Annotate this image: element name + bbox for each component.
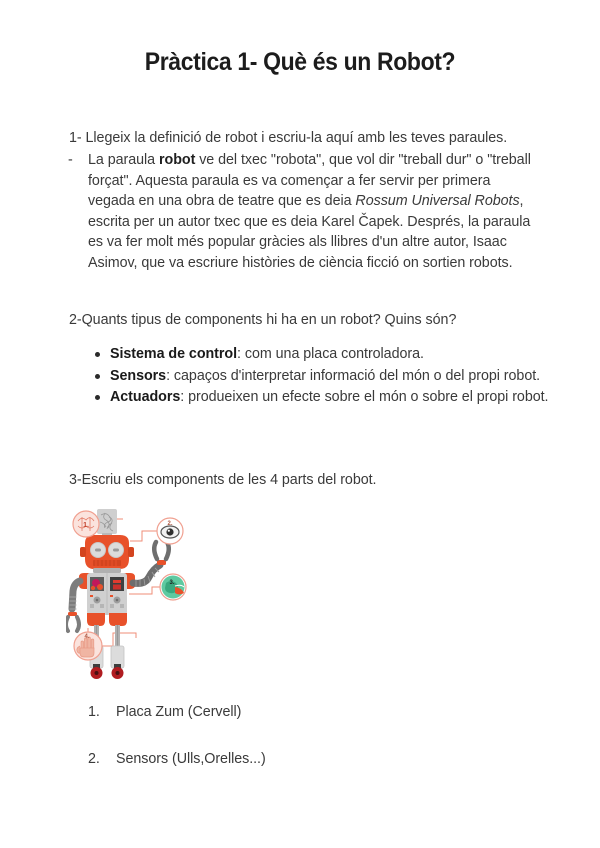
question-1-prompt: 1- Llegeix la definició de robot i escriu-la aquí amb les teves paraules. [69, 130, 508, 146]
svg-text:3.: 3. [169, 580, 175, 586]
answer-bold-word: robot [159, 152, 196, 168]
list-item [110, 387, 565, 408]
robot-left-arm [66, 581, 80, 631]
svg-text:2.: 2. [167, 521, 173, 527]
component-term: Actuadors [110, 389, 181, 406]
component-list [88, 344, 565, 409]
component-description: : produeixen un efecte sobre el món o sobre el propi robot. [180, 389, 549, 406]
list-item [88, 702, 488, 722]
robot-head-brain-block [97, 509, 117, 534]
component-description: : com una placa controladora. [237, 346, 424, 362]
callout-3-actuator [160, 574, 186, 600]
callout-4-hand [74, 632, 102, 660]
callout-1-brain [73, 511, 99, 537]
answer-part-1: La paraula [88, 152, 159, 168]
robot-diagram [66, 505, 231, 685]
question-2-prompt: 2-Quants tipus de components hi ha en un robot? Quins són? [69, 312, 457, 328]
answer-italic-title: Rossum Universal Robots [355, 193, 520, 210]
dash-bullet-marker: - [68, 152, 73, 168]
question-3-prompt: 3-Escriu els components de les 4 parts del robot. [69, 472, 377, 488]
answer-part-2: ve del txec "robota", que vol dir "treball dur" o "treball forçat". Aquesta paraula es va començar a fer servir per primera vegada en una obra de teatre que es deia [88, 152, 531, 210]
robot-head [80, 535, 134, 569]
answer-text: Placa Zum (Cervell) [116, 704, 242, 720]
robot-collar [93, 568, 121, 573]
component-term: Sensors [110, 367, 167, 384]
question-1-answer [68, 150, 540, 274]
list-item [88, 749, 488, 769]
svg-text:1.: 1. [83, 522, 89, 529]
callout-2-eye [157, 518, 183, 544]
answer-part-3: , escrita per un autor txec que es deia Karel Čapek. Després, la paraula es va fer molt més popular gràcies als llibres d'un altre autor, Isaac Asimov, que va escriure històries de ciència ficció on sortien robots. [88, 193, 531, 271]
list-item [110, 344, 565, 365]
answer-list [88, 702, 488, 796]
component-term: Sistema de control [110, 346, 238, 362]
answer-number: 2. [88, 751, 100, 767]
answer-number: 1. [88, 704, 100, 720]
list-item [110, 366, 565, 387]
svg-text:4.: 4. [84, 634, 90, 640]
robot-torso [87, 573, 127, 615]
component-description: : capaços d'interpretar informació del món o del propi robot. [166, 367, 541, 384]
page-title: Pràctica 1- Què és un Robot? [144, 48, 456, 76]
answer-text: Sensors (Ulls,Orelles...) [116, 751, 266, 767]
